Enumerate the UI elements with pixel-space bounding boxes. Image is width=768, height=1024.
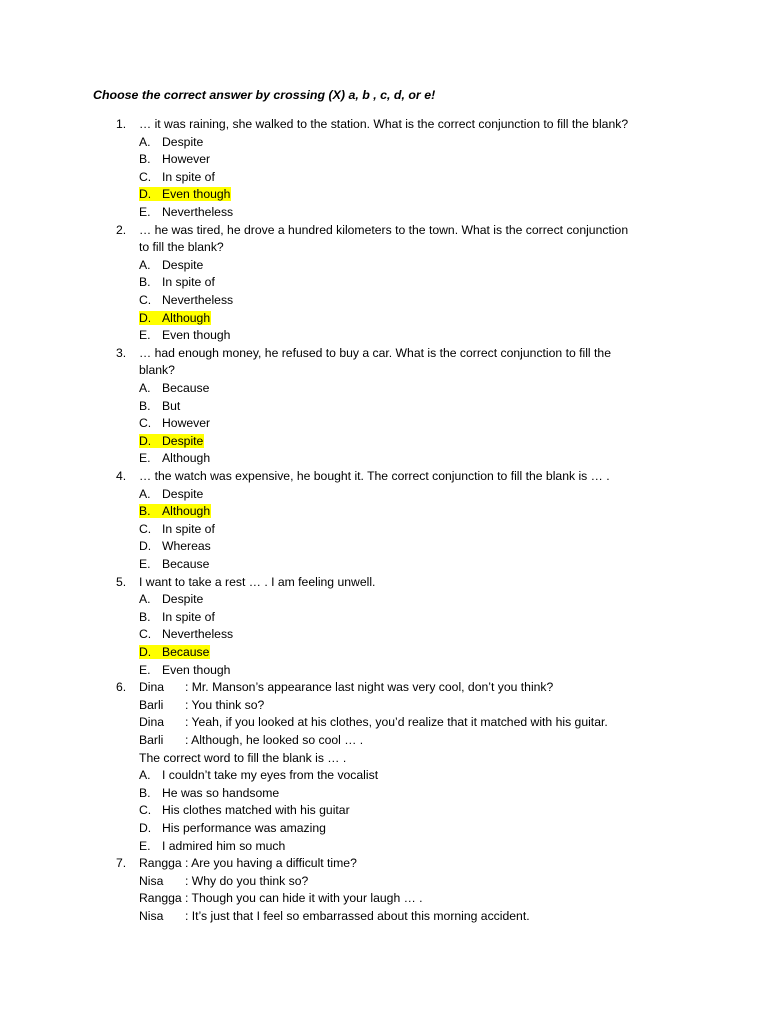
question-stem <box>116 346 611 360</box>
question-text: … the watch was expensive, he bought it. The correct conjunction to fill the blank is … . <box>139 469 610 483</box>
question-number: 7. <box>116 856 127 871</box>
question-text: … it was raining, she walked to the station. What is the correct conjunction to fill the blank? <box>139 117 629 131</box>
option-letter: B. <box>139 398 151 413</box>
option-text: His clothes matched with his guitar <box>162 803 350 818</box>
question-text: I want to take a rest … . I am feeling unwell. <box>139 574 376 589</box>
dialogue-line <box>139 909 530 923</box>
option-content <box>139 258 204 272</box>
option-letter: E. <box>139 451 151 466</box>
option-text: Although <box>162 504 211 519</box>
option-text: Nevertheless <box>162 627 234 642</box>
answer-option[interactable] <box>139 610 216 624</box>
question-text: … he was tired, he drove a hundred kilometers to the town. What is the correct conjunction <box>139 222 629 237</box>
answer-option[interactable] <box>139 328 231 342</box>
option-text: His performance was amazing <box>162 821 326 835</box>
option-content <box>139 170 216 184</box>
dialogue-line <box>139 715 608 729</box>
option-text: Because <box>162 381 210 395</box>
question-number: 6. <box>116 680 127 695</box>
option-content <box>139 539 212 553</box>
answer-option[interactable] <box>139 293 234 307</box>
option-content <box>139 627 234 641</box>
dialogue-text: : Mr. Manson’s appearance last night was very cool, don’t you think? <box>185 680 554 695</box>
question-number: 4. <box>116 469 127 483</box>
option-content <box>139 205 234 219</box>
answer-option-highlighted[interactable] <box>139 504 211 518</box>
option-content <box>139 311 211 325</box>
option-text: In spite of <box>162 275 215 290</box>
option-content <box>139 416 211 430</box>
question-text-continued: to fill the blank? <box>139 240 224 255</box>
answer-option[interactable] <box>139 663 231 677</box>
question-stem <box>116 223 628 237</box>
option-letter: E. <box>139 205 151 219</box>
question-stem <box>116 117 628 131</box>
option-letter: D. <box>139 821 152 835</box>
dialogue-text: : Though you can hide it with your laugh … . <box>185 891 423 906</box>
question-number: 1. <box>116 117 127 131</box>
option-content <box>139 768 379 782</box>
answer-option[interactable] <box>139 627 234 641</box>
option-letter: E. <box>139 662 151 677</box>
dialogue-speaker: Nisa <box>139 909 164 923</box>
dialogue-text: : Yeah, if you looked at his clothes, you’d realize that it matched with his guitar. <box>185 715 608 730</box>
option-content <box>139 451 211 465</box>
option-text: However <box>162 416 211 431</box>
answer-option[interactable] <box>139 170 216 184</box>
option-text: Despite <box>162 486 204 501</box>
option-content <box>139 275 216 289</box>
option-content <box>139 592 204 606</box>
answer-option[interactable] <box>139 487 204 501</box>
option-content <box>139 821 327 835</box>
option-letter: B. <box>139 152 151 167</box>
option-content <box>139 152 211 166</box>
option-content <box>139 328 231 342</box>
answer-option[interactable] <box>139 522 216 536</box>
answer-option[interactable] <box>139 451 211 465</box>
instruction-heading: Choose the correct answer by crossing (X) a, b , c, d, or e! <box>93 88 436 102</box>
option-content <box>139 610 216 624</box>
option-text: I admired him so much <box>162 838 286 853</box>
answer-option-highlighted[interactable] <box>139 434 204 448</box>
dialogue-speaker: Rangga <box>139 856 182 871</box>
option-content <box>139 522 216 536</box>
option-text: Nevertheless <box>162 293 234 307</box>
question-text: … had enough money, he refused to buy a car. What is the correct conjunction to fill the <box>139 345 611 360</box>
option-content <box>139 487 204 501</box>
option-letter: C. <box>139 627 152 642</box>
option-letter: D. <box>139 310 152 325</box>
option-letter: A. <box>139 134 151 149</box>
dialogue-line <box>139 891 423 905</box>
option-text: In spite of <box>162 169 215 184</box>
answer-option[interactable] <box>139 381 210 395</box>
option-text: I couldn’t take my eyes from the vocalist <box>162 768 379 783</box>
option-letter: B. <box>139 504 151 519</box>
dialogue-line <box>139 874 308 888</box>
option-letter: A. <box>139 768 151 783</box>
option-text: Despite <box>162 592 204 607</box>
dialogue-text: : You think so? <box>185 697 265 712</box>
option-text: Although <box>162 451 211 466</box>
option-text: He was so handsome <box>162 785 280 800</box>
option-letter: C. <box>139 803 152 818</box>
option-content <box>139 381 210 395</box>
answer-option[interactable] <box>139 275 216 289</box>
answer-option[interactable] <box>139 258 204 272</box>
dialogue-speaker: Barli <box>139 733 164 747</box>
option-text: Even though <box>162 328 231 343</box>
answer-option[interactable] <box>139 205 234 219</box>
dialogue-speaker: Dina <box>139 680 165 695</box>
option-letter: A. <box>139 381 151 395</box>
question-number: 2. <box>116 222 127 237</box>
answer-option[interactable] <box>139 539 212 553</box>
answer-option[interactable] <box>139 803 351 817</box>
option-letter: B. <box>139 275 151 290</box>
question-prompt: The correct word to fill the blank is … . <box>139 750 347 765</box>
option-text: Whereas <box>162 539 211 554</box>
answer-option-highlighted[interactable] <box>139 187 231 201</box>
option-letter: C. <box>139 416 152 431</box>
dialogue-text: : Why do you think so? <box>185 873 309 888</box>
question-stem <box>116 469 610 483</box>
dialogue-line <box>139 733 363 747</box>
option-letter: E. <box>139 328 151 343</box>
option-content <box>139 434 204 448</box>
option-text: Despite <box>162 134 204 149</box>
dialogue-text: : It’s just that I feel so embarrassed about this morning accident. <box>185 909 530 923</box>
option-content <box>139 135 204 149</box>
option-letter: E. <box>139 838 151 853</box>
option-text: Even though <box>162 662 231 677</box>
answer-option[interactable] <box>139 152 211 166</box>
option-text: Nevertheless <box>162 205 234 219</box>
option-text: In spite of <box>162 609 215 624</box>
option-text: Because <box>162 557 210 571</box>
option-text: Although <box>162 310 211 325</box>
dialogue-line <box>139 680 553 694</box>
dialogue-speaker: Rangga <box>139 891 182 906</box>
option-text: In spite of <box>162 521 215 536</box>
option-letter: D. <box>139 187 152 202</box>
answer-option[interactable] <box>139 786 280 800</box>
option-letter: D. <box>139 539 152 554</box>
option-text: Because <box>162 645 210 659</box>
answer-option[interactable] <box>139 768 379 782</box>
answer-option[interactable] <box>139 592 204 606</box>
option-letter: B. <box>139 609 151 624</box>
dialogue-text: : Although, he looked so cool … . <box>185 733 364 747</box>
answer-option[interactable] <box>139 557 210 571</box>
option-content <box>139 663 231 677</box>
dialogue-text: : Are you having a difficult time? <box>185 856 357 871</box>
dialogue-line <box>139 698 264 712</box>
option-letter: A. <box>139 486 151 501</box>
answer-option[interactable] <box>139 416 211 430</box>
option-text: Despite <box>162 257 204 272</box>
option-letter: B. <box>139 785 151 800</box>
option-letter: D. <box>139 433 152 448</box>
question-number: 5. <box>116 574 127 589</box>
option-content <box>139 839 286 853</box>
option-letter: C. <box>139 169 152 184</box>
option-letter: D. <box>139 645 152 659</box>
option-letter: E. <box>139 557 151 571</box>
dialogue-line <box>139 856 357 870</box>
option-text: However <box>162 152 211 167</box>
answer-option-highlighted[interactable] <box>139 645 210 659</box>
answer-option-highlighted[interactable] <box>139 311 211 325</box>
answer-option[interactable] <box>139 399 181 413</box>
answer-option[interactable] <box>139 135 204 149</box>
option-letter: A. <box>139 257 151 272</box>
question-text-continued: blank? <box>139 363 175 378</box>
option-letter: C. <box>139 293 152 307</box>
answer-option[interactable] <box>139 839 286 853</box>
option-content <box>139 293 234 307</box>
option-text: Despite <box>162 433 204 448</box>
question-number: 3. <box>116 345 127 360</box>
option-content <box>139 504 211 518</box>
dialogue-speaker: Nisa <box>139 873 164 888</box>
option-content <box>139 399 181 413</box>
option-letter: A. <box>139 592 151 607</box>
option-content <box>139 645 210 659</box>
dialogue-speaker: Barli <box>139 697 164 712</box>
option-content <box>139 557 210 571</box>
answer-option[interactable] <box>139 821 327 835</box>
option-text: But <box>162 398 181 413</box>
option-content <box>139 786 280 800</box>
question-stem <box>116 575 375 589</box>
option-content <box>139 803 351 817</box>
dialogue-speaker: Dina <box>139 715 165 730</box>
option-content <box>139 187 231 201</box>
option-letter: C. <box>139 521 152 536</box>
option-text: Even though <box>162 187 231 202</box>
